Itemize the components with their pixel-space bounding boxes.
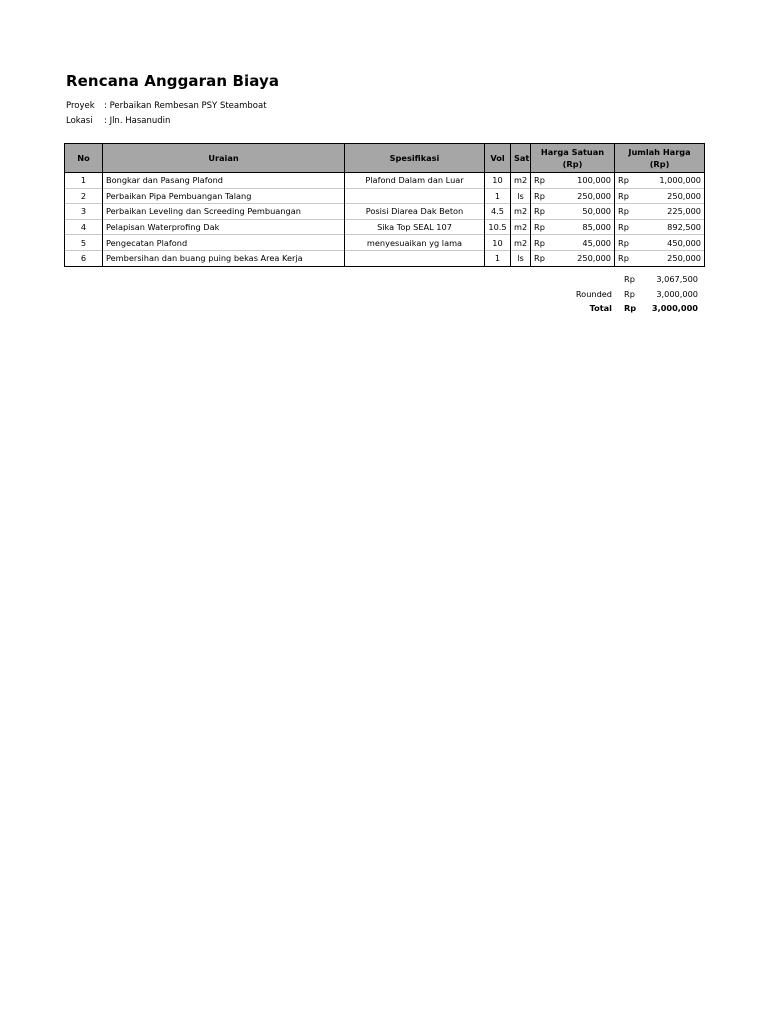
rounded-currency: Rp — [624, 288, 635, 299]
cell-sat: ls — [511, 188, 531, 204]
cell-harga-currency: Rp — [531, 188, 551, 204]
rounded-label: Rounded — [575, 288, 612, 299]
cell-uraian: Perbaikan Pipa Pembuangan Talang — [103, 188, 345, 204]
cell-no: 5 — [65, 235, 103, 251]
cell-no: 2 — [65, 188, 103, 204]
cell-jumlah-currency: Rp — [615, 173, 635, 189]
table-row — [65, 219, 705, 235]
cell-harga-currency: Rp — [531, 204, 551, 220]
cell-harga-currency: Rp — [531, 250, 551, 266]
cell-uraian: Pelapisan Waterprofing Dak — [103, 219, 345, 235]
subtotal-currency: Rp — [624, 274, 635, 284]
header-uraian: Uraian — [103, 144, 345, 173]
table-row — [65, 173, 705, 189]
cell-vol: 4.5 — [485, 204, 511, 220]
cell-vol: 1 — [485, 188, 511, 204]
cell-harga: 250,000 — [551, 188, 615, 204]
cell-sat: m2 — [511, 235, 531, 251]
total-row — [540, 301, 704, 316]
cell-no: 6 — [65, 250, 103, 266]
cell-no: 1 — [65, 173, 103, 189]
cell-uraian: Pengecatan Plafond — [103, 235, 345, 251]
header-spesifikasi: Spesifikasi — [345, 144, 485, 173]
summary-block — [540, 272, 704, 316]
header-vol: Vol — [485, 144, 511, 173]
header-harga-satuan — [531, 144, 615, 173]
cell-sat: m2 — [511, 204, 531, 220]
location-value: : Jln. Hasanudin — [104, 116, 171, 126]
cell-jumlah-currency: Rp — [615, 235, 635, 251]
cell-harga: 85,000 — [551, 219, 615, 235]
table-header-row — [65, 144, 705, 173]
header-sat: Sat — [511, 144, 531, 173]
project-value: : Perbaikan Rembesan PSY Steamboat — [104, 101, 267, 111]
cell-uraian: Bongkar dan Pasang Plafond — [103, 173, 345, 189]
cell-harga-currency: Rp — [531, 219, 551, 235]
header-jumlah-harga-line2: (Rp) — [649, 159, 670, 169]
cell-harga: 250,000 — [551, 250, 615, 266]
subtotal-value: 3,067,500 — [656, 274, 698, 284]
cell-uraian: Pembersihan dan buang puing bekas Area Kerja — [103, 250, 345, 266]
cell-jumlah-currency: Rp — [615, 219, 635, 235]
cell-vol: 10 — [485, 173, 511, 189]
cell-jumlah: 450,000 — [635, 235, 705, 251]
cell-harga: 50,000 — [551, 204, 615, 220]
cell-vol: 10.5 — [485, 219, 511, 235]
cell-harga-currency: Rp — [531, 235, 551, 251]
cell-no: 4 — [65, 219, 103, 235]
cell-spesifikasi — [345, 250, 485, 266]
table-row — [65, 235, 705, 251]
cell-spesifikasi: Sika Top SEAL 107 — [345, 219, 485, 235]
cell-vol: 10 — [485, 235, 511, 251]
cell-uraian: Perbaikan Leveling dan Screeding Pembuangan — [103, 204, 345, 220]
cell-sat: ls — [511, 250, 531, 266]
cell-harga-currency: Rp — [531, 173, 551, 189]
total-currency: Rp — [624, 303, 637, 313]
cell-spesifikasi: Posisi Diarea Dak Beton — [345, 204, 485, 220]
header-harga-satuan-line2: (Rp) — [562, 159, 583, 169]
location-line — [66, 116, 170, 126]
budget-table — [64, 143, 705, 267]
cell-vol: 1 — [485, 250, 511, 266]
cell-spesifikasi: Plafond Dalam dan Luar — [345, 173, 485, 189]
cell-jumlah-currency: Rp — [615, 188, 635, 204]
page-title: Rencana Anggaran Biaya — [66, 72, 280, 90]
cell-harga: 100,000 — [551, 173, 615, 189]
cell-jumlah-currency: Rp — [615, 250, 635, 266]
cell-jumlah: 250,000 — [635, 250, 705, 266]
cell-sat: m2 — [511, 219, 531, 235]
header-jumlah-harga — [615, 144, 705, 173]
cell-no: 3 — [65, 204, 103, 220]
rounded-row — [540, 287, 704, 302]
header-harga-satuan-line1: Harga Satuan — [540, 147, 605, 157]
header-jumlah-harga-line1: Jumlah Harga — [628, 147, 691, 157]
location-label: Lokasi — [66, 116, 93, 126]
table-row — [65, 188, 705, 204]
cell-spesifikasi: menyesuaikan yg lama — [345, 235, 485, 251]
cell-jumlah: 892,500 — [635, 219, 705, 235]
cell-sat: m2 — [511, 173, 531, 189]
cell-harga: 45,000 — [551, 235, 615, 251]
subtotal-row — [540, 272, 704, 287]
table-row — [65, 250, 705, 266]
table-row — [65, 204, 705, 220]
rounded-value: 3,000,000 — [656, 288, 698, 299]
cell-jumlah: 250,000 — [635, 188, 705, 204]
cell-spesifikasi — [345, 188, 485, 204]
cell-jumlah-currency: Rp — [615, 204, 635, 220]
cell-jumlah: 225,000 — [635, 204, 705, 220]
project-line — [66, 101, 267, 111]
project-label: Proyek — [66, 101, 95, 111]
total-value: 3,000,000 — [651, 303, 698, 313]
cell-jumlah: 1,000,000 — [635, 173, 705, 189]
header-no: No — [65, 144, 103, 173]
total-label: Total — [589, 303, 612, 313]
